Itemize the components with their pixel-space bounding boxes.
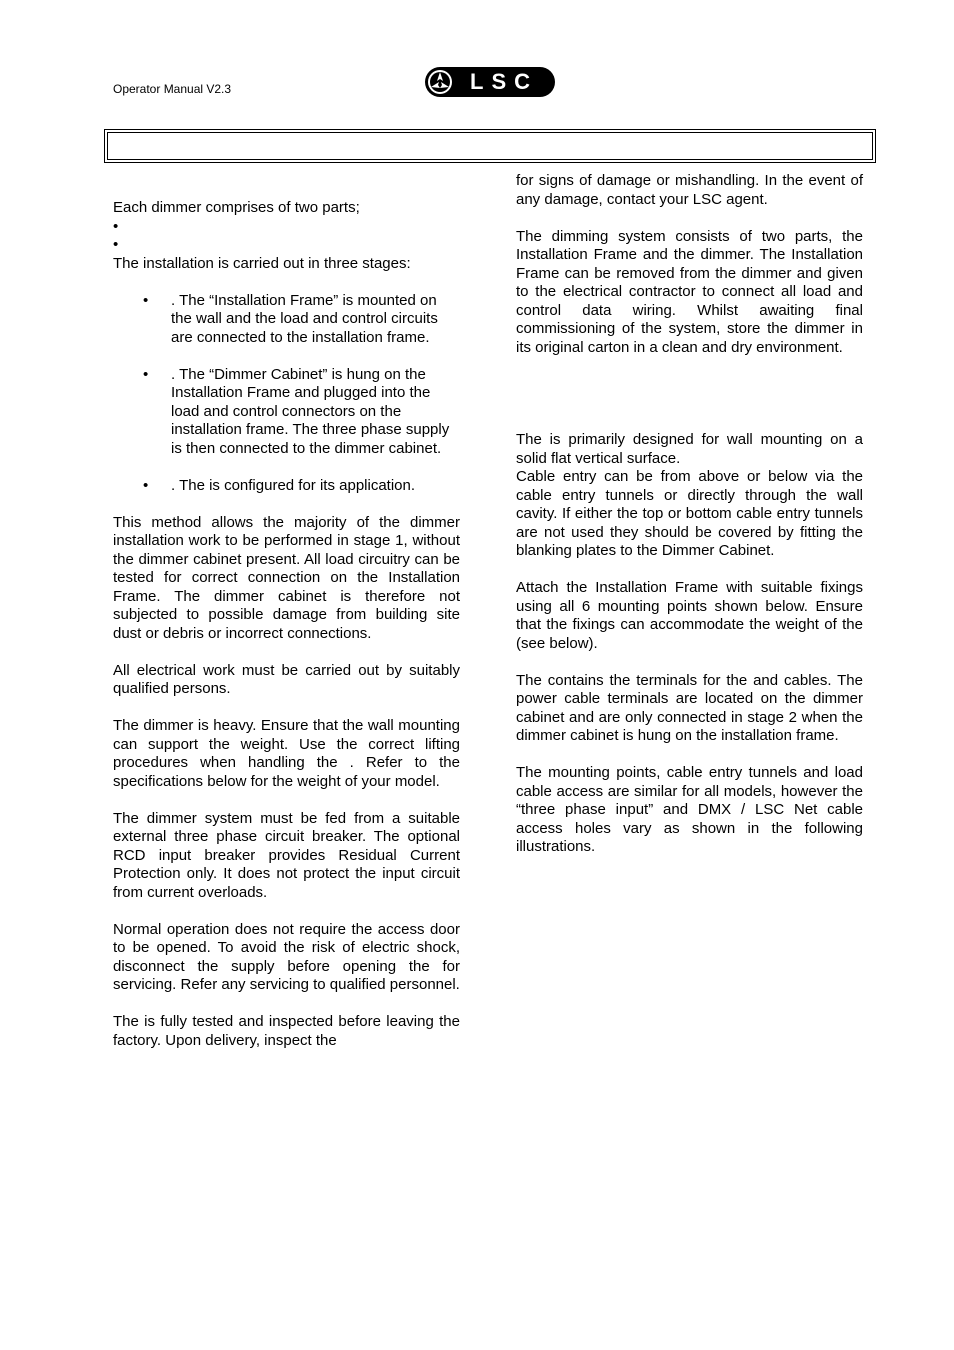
heavy-warning-paragraph: The dimmer is heavy. Ensure that the wall mounting can support the weight. Use the correct lifting procedures when handling the . Refer to the specifications below for the weight of your model. bbox=[113, 717, 460, 790]
inspection-paragraph: The is fully tested and inspected before leaving the factory. Upon delivery, inspect the bbox=[113, 1013, 460, 1049]
stage-3-item: • . The is configured for its application. bbox=[143, 476, 416, 494]
section-title-box bbox=[107, 132, 873, 160]
lsc-logo bbox=[424, 66, 556, 98]
right-column bbox=[516, 172, 863, 857]
mounting-points-paragraph: The mounting points, cable entry tunnels and load cable access are similar for all models, however the “three phase input” and DMX / LSC Net cable access holes vary as shown in the following illustrations. bbox=[516, 764, 863, 855]
attach-frame-paragraph: Attach the Installation Frame with suitable fixings using all 6 mounting points shown below. Ensure that the fixings can accommodate the weight of the (see below). bbox=[516, 579, 863, 652]
cable-entry-paragraph: Cable entry can be from above or below via the cable entry tunnels or directly through the wall cavity. If either the top or bottom cable entry tunnels are not used they should be covered by fitting the blanking plates to the Dimmer Cabinet. bbox=[516, 468, 863, 559]
parts-bullet-1 bbox=[113, 218, 460, 237]
electrical-work-paragraph: All electrical work must be carried out by suitably qualified persons. bbox=[113, 661, 460, 697]
method-paragraph: This method allows the majority of the dimmer installation work to be performed in stage 1, without the dimmer cabinet present. All load circuitry can be tested for correct connection on the Installation Frame. The dimmer cabinet is therefore not subjected to possible damage from building site dust or debris or incorrect connections. bbox=[113, 513, 460, 642]
damage-paragraph: for signs of damage or mishandling. In the event of any damage, contact your LSC agent. bbox=[516, 172, 863, 208]
stage-1-item: • . The “Installation Frame” is mounted on the wall and the load and control circuits are connected to the installation frame. bbox=[143, 291, 438, 346]
left-column bbox=[113, 199, 460, 1050]
manual-version-label: Operator Manual V2.3 bbox=[113, 82, 232, 96]
parts-bullet-2 bbox=[113, 236, 460, 255]
wall-mounting-paragraph: The is primarily designed for wall mounting on a solid flat vertical surface. bbox=[516, 431, 863, 467]
intro-paragraph: Each dimmer comprises of two parts; bbox=[113, 199, 360, 216]
terminals-paragraph: The contains the terminals for the and cables. The power cable terminals are located on the dimmer cabinet and are only connected in stage 2 when the dimmer cabinet is hung on the installation frame. bbox=[516, 671, 863, 744]
system-parts-paragraph: The dimming system consists of two parts, the Installation Frame and the dimmer. The Installation Frame can be removed from the dimmer and given to the electrical contractor to connect all load and control data wiring. Whilst awaiting final commissioning of the system, store the dimmer in its original carton in a clean and dry environment. bbox=[516, 227, 863, 356]
stage-2-item: • . The “Dimmer Cabinet” is hung on the Installation Frame and plugged into the load and control connectors on the installation frame. The three phase supply is then connected to the dimmer cabinet. bbox=[143, 365, 450, 457]
logo-text: LSC bbox=[470, 69, 538, 94]
circuit-breaker-paragraph: The dimmer system must be fed from a suitable external three phase circuit breaker. The optional RCD input breaker provides Residual Current Protection only. It does not protect the input circuit from current overloads. bbox=[113, 809, 460, 901]
servicing-paragraph: Normal operation does not require the access door to be opened. To avoid the risk of electric shock, disconnect the supply before opening the for servicing. Refer any servicing to qualified personnel. bbox=[113, 920, 460, 993]
stages-paragraph: The installation is carried out in three stages: bbox=[113, 254, 411, 272]
